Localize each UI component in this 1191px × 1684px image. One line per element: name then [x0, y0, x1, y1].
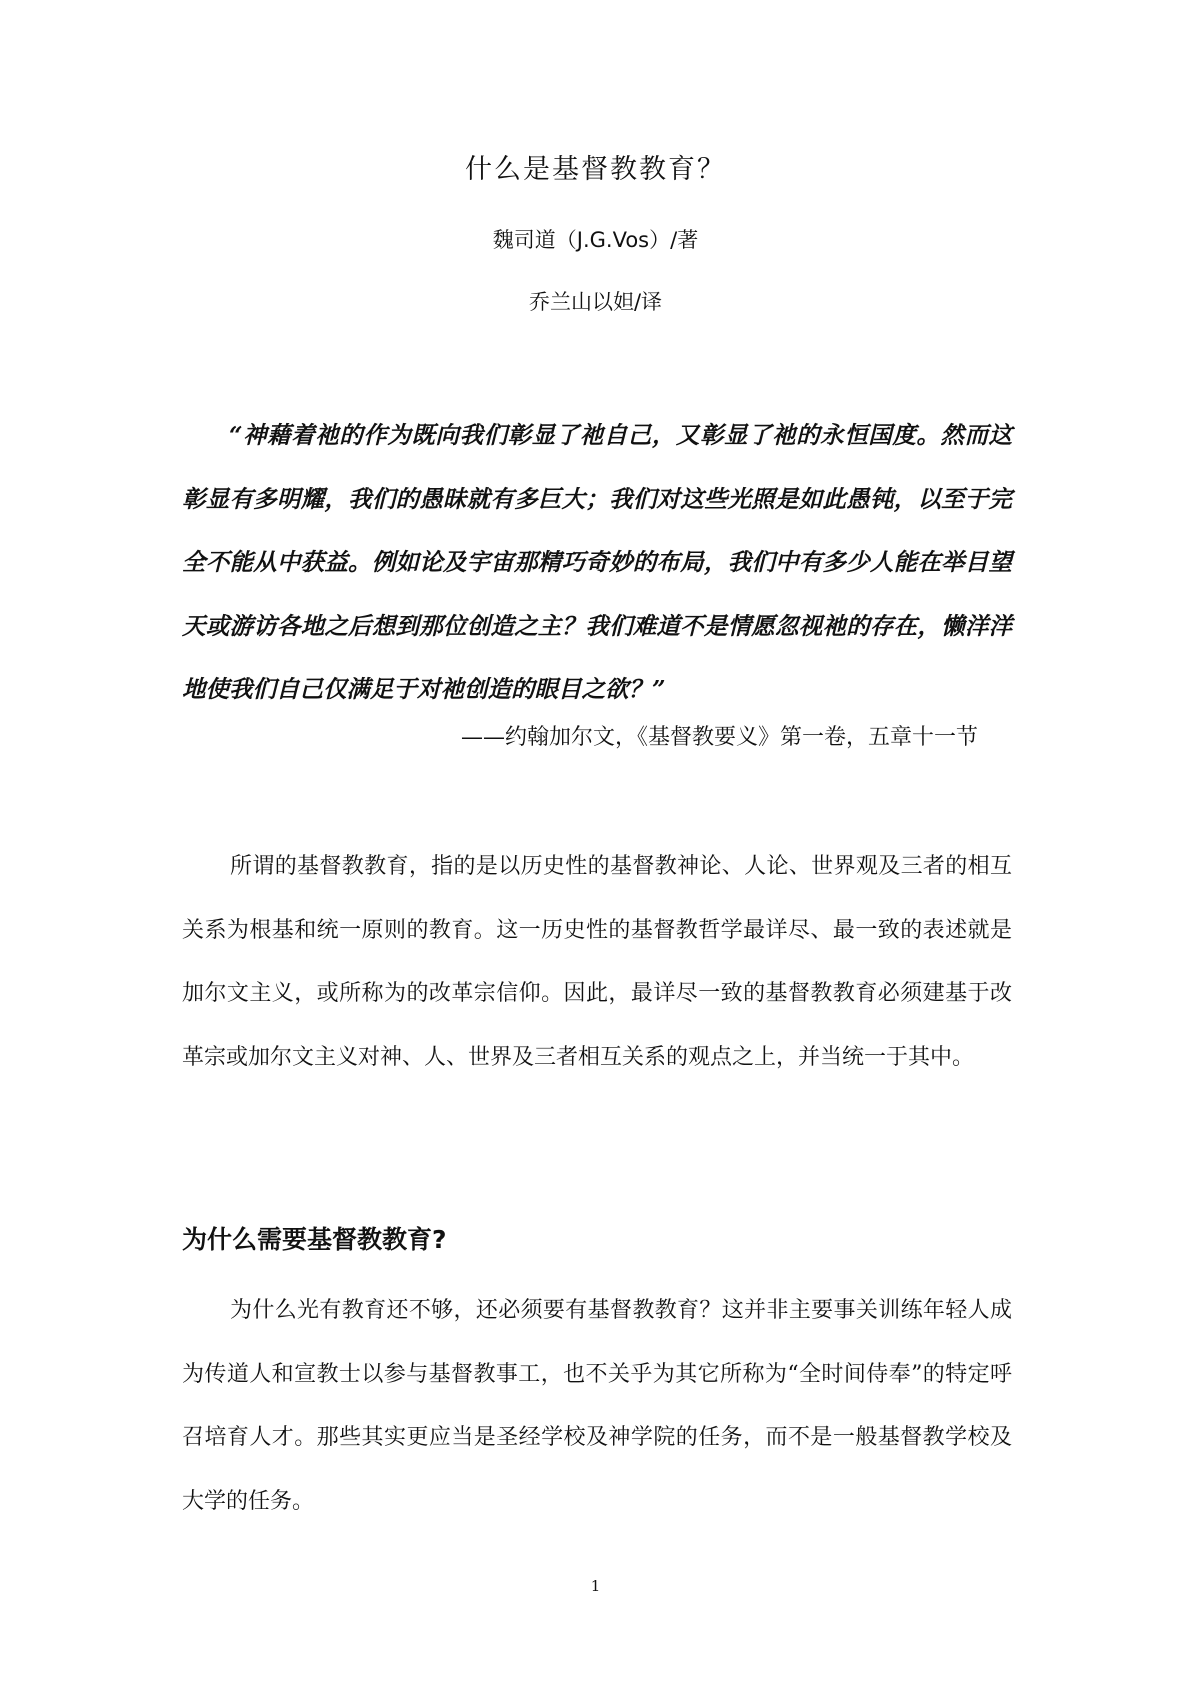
document-title: 什么是基督教教育？ [465, 154, 726, 185]
author-line: 魏司道（J.G.Vos）/著 [492, 228, 699, 252]
translator-line: 乔兰山以妲/译 [528, 290, 663, 314]
intro-paragraph: 所谓的基督教教育，指的是以历史性的基督教神论、人论、世界观及三者的相互关系为根基和统一原则的教育。这一历史性的基督教哲学最详尽、最一致的表述就是加尔文主义，或所称为的改革宗信仰。因此，最详尽一致的基督教教育必须建基于改革宗或加尔文主义对神、人、世界及三者相互关系的观点之上，并当统一于其中。 [182, 854, 1012, 1070]
section-heading: 为什么需要基督教教育? [182, 1225, 447, 1254]
section-paragraph: 为什么光有教育还不够，还必须要有基督教教育？这并非主要事关训练年轻人成为传道人和宣教士以参与基督教事工，也不关乎为其它所称为“全时间侍奉”的特定呼召培育人才。那些其实更应当是圣经学校及神学院的任务，而不是一般基督教学校及大学的任务。 [182, 1298, 1012, 1514]
epigraph-source: ——约翰加尔文，《基督教要义》第一卷，五章十一节 [460, 725, 978, 750]
epigraph-quote: “神藉着祂的作为既向我们彰显了祂自己，又彰显了祂的永恒国度。然而这彰显有多明耀，我们的愚昧就有多巨大；我们对这些光照是如此愚钝，以至于完全不能从中获益。例如论及宇宙那精巧奇妙的布局，我们中有多少人能在举目望天或游访各地之后想到那位创造之主？我们难道不是情愿忽视祂的存在，懒洋洋地使我们自己仅满足于对祂创造的眼目之欲？” [182, 421, 1012, 703]
page-number: 1 [590, 1577, 601, 1595]
